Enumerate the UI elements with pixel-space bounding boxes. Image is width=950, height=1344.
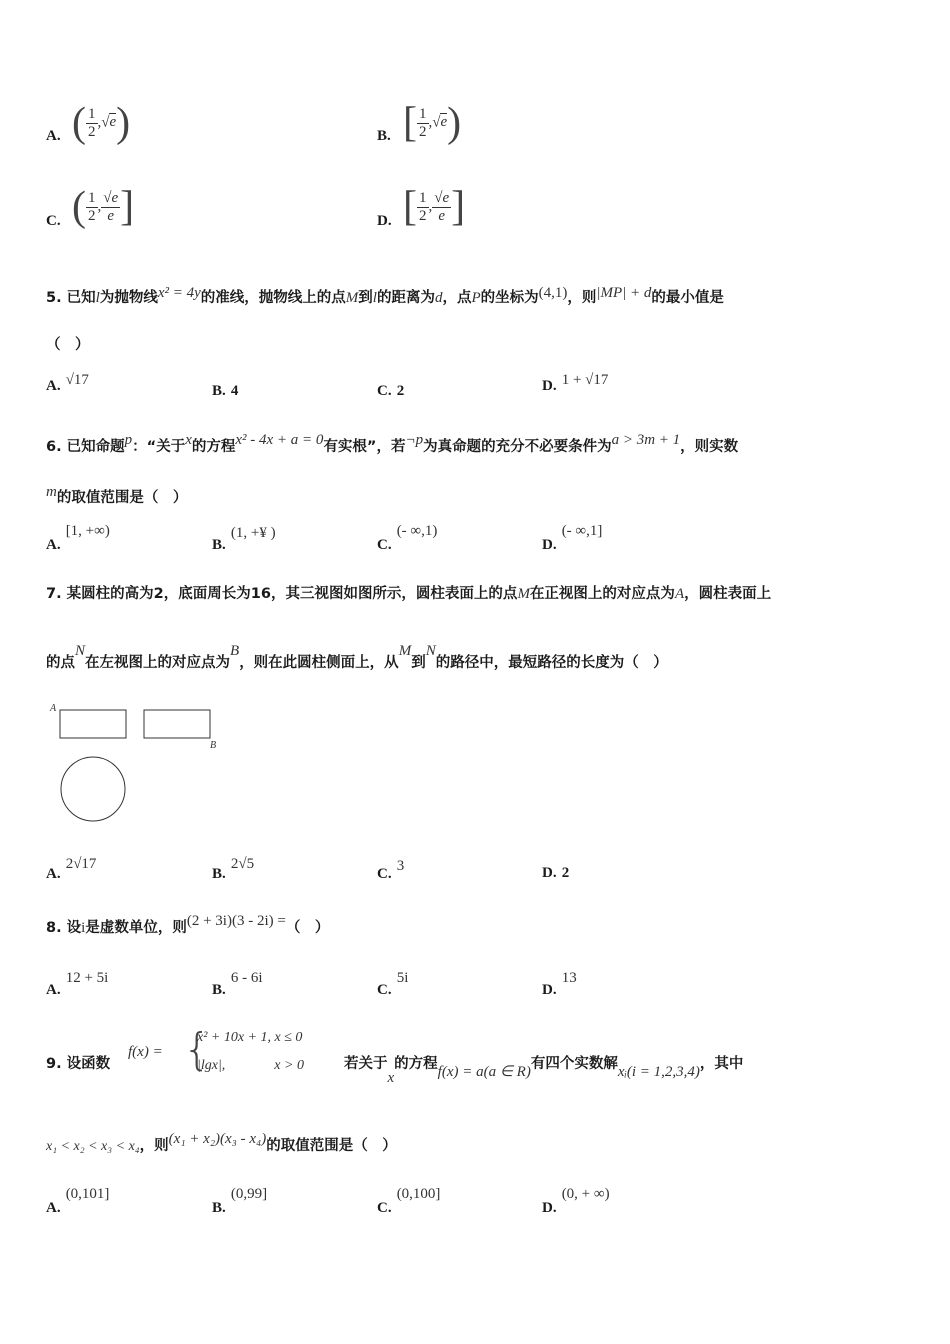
q4-option-d-math: [ $\frac{1}{2}$ , $\frac{√e}{e}$ ]: [403, 184, 466, 230]
q4-option-b-math: [ $\frac{1}{2}$ ,√e): [403, 100, 462, 146]
q9-option-b: B. (0,99]: [212, 1186, 268, 1216]
q7-option-d: D. 2: [542, 865, 570, 881]
three-view-figure: [46, 698, 226, 828]
q5-option-b: B. 4: [212, 383, 239, 399]
q5-option-a: A. √17: [46, 372, 89, 394]
q9-option-c: C. (0,100]: [377, 1186, 441, 1216]
q8-stem: 8. 设i是虚数单位，则(2 + 3i)(3 - 2i) =（ ）: [46, 913, 330, 936]
q4-option-b-label: B.: [377, 128, 391, 144]
q9-brace: {: [183, 1024, 211, 1075]
q7-stem: 7. 某圆柱的高为2，底面周长为16，其三视图如图所示，圆柱表面上的点M在正视图上的对应点为A，圆柱表面上: [46, 586, 772, 602]
q9-option-d: D. (0, + ∞): [542, 1186, 610, 1216]
q9-stem-cont: x₁ < x₂ < x₃ < x₄，则(x₁ + x₂)(x₃ - x₄)的取值范围是（ ）: [46, 1131, 397, 1154]
q4-option-c-label: C.: [46, 213, 61, 229]
q9-case-1: x² + 10x + 1, x ≤ 0: [197, 1030, 303, 1045]
front-view-rect: [60, 710, 126, 738]
q8-option-c: C. 5i: [377, 970, 409, 998]
q4-option-a-math: ( $\frac{1}{2}$ ,√e): [72, 100, 131, 146]
q6-option-a: A. [1, +∞): [46, 523, 110, 553]
q8-option-a: A. 12 + 5i: [46, 970, 109, 998]
q5-stem: 5. 已知l为抛物线x² = 4y的准线，抛物线上的点M到l的距离为d，点P的坐标为(4,1)，则|MP| + d的最小值是: [46, 285, 724, 306]
fig-point-b: B: [210, 740, 217, 751]
q5-blank: （ ）: [46, 337, 90, 353]
q6-stem: 6. 已知命题p：“关于x的方程x² - 4x + a = 0有实根”，若¬p为真命题的充分不必要条件为a > 3m + 1，则实数: [46, 432, 739, 455]
q9-stem: 若关于x的方程f(x) = a(a ∈ R)有四个实数解xᵢ(i = 1,2,3,4)，其中: [344, 1056, 744, 1086]
q9-option-a: A. (0,101]: [46, 1186, 110, 1216]
q5-option-c: C. 2: [377, 383, 405, 399]
side-view-rect: [144, 710, 210, 738]
q6-stem-cont: m的取值范围是（ ）: [46, 484, 188, 506]
q9-case-2: |lgx|, x > 0: [197, 1058, 304, 1073]
q9-number-intro: 9. 设函数: [46, 1056, 111, 1072]
top-view-circle: [61, 757, 125, 821]
q7-option-b: B. 2√5: [212, 856, 255, 882]
q5-option-d: D. 1 + √17: [542, 372, 609, 394]
q4-option-a-label: A.: [46, 128, 61, 144]
q6-option-c: C. (- ∞,1): [377, 523, 438, 553]
q6-option-d: D. (- ∞,1]: [542, 523, 603, 553]
q6-option-b: B. (1, +¥ ): [212, 525, 276, 553]
q8-option-b: B. 6 - 6i: [212, 970, 263, 998]
q7-option-c: C. 3: [377, 858, 405, 882]
q8-option-d: D. 13: [542, 970, 577, 998]
q7-option-a: A. 2√17: [46, 856, 97, 882]
fig-point-a: A: [50, 703, 57, 714]
q4-option-c-math: ( $\frac{1}{2}$ , $\frac{√e}{e}$ ]: [72, 184, 135, 230]
q9-function-name: f(x) =: [128, 1044, 163, 1060]
q4-option-d-label: D.: [377, 213, 392, 229]
q7-stem-cont: 的点N在左视图上的对应点为B，则在此圆柱侧面上，从M到N的路径中，最短路径的长度为（ ）: [46, 643, 668, 671]
